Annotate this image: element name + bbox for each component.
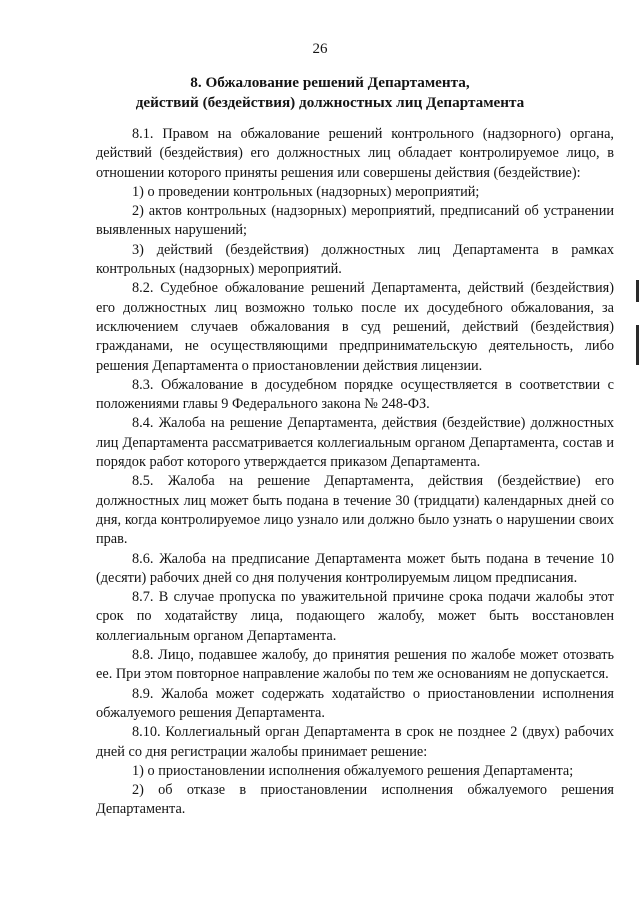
paragraph-8-6: 8.6. Жалоба на предписание Департамента может быть подана в течение 10 (десяти) рабочих дней со дня получения контролируемым лицом предписания. bbox=[96, 550, 614, 586]
paragraph-8-7: 8.7. В случае пропуска по уважительной причине срока подачи жалобы этот срок по ходатайству лица, подающего жалобу, может быть восстановлен коллегиальным органом Департамента. bbox=[96, 589, 614, 644]
list-item-8-10-1: 1) о приостановлении исполнения обжалуемого решения Департамента; bbox=[132, 762, 574, 779]
paragraph-8-1: 8.1. Правом на обжалование решений контрольного (надзорного) органа, действий (бездействия) его должностных лиц обладает контролируемое лицо, в отношении которого приняты решения или совершены действия (бездействие): bbox=[96, 126, 614, 181]
section-heading bbox=[60, 73, 600, 113]
scan-edge-mark bbox=[636, 325, 639, 365]
scan-edge-mark bbox=[636, 280, 639, 302]
section-heading-line-1: 8. Обжалование решений Департамента, bbox=[190, 74, 470, 91]
paragraph-8-10: 8.10. Коллегиальный орган Департамента в срок не позднее 2 (двух) рабочих дней со дня регистрации жалобы принимает решение: bbox=[96, 724, 614, 760]
list-item-8-10-2: 2) об отказе в приостановлении исполнения обжалуемого решения Департамента. bbox=[96, 782, 614, 818]
list-item-8-1-1: 1) о проведении контрольных (надзорных) мероприятий; bbox=[132, 183, 480, 200]
list-item-8-1-2: 2) актов контрольных (надзорных) мероприятий, предписаний об устранении выявленных нарушений; bbox=[96, 203, 614, 239]
paragraph-8-5: 8.5. Жалоба на решение Департамента, действия (бездействие) его должностных лиц может быть подана в течение 30 (тридцати) календарных дней со дня, когда контролируемое лицо узнало или должно было узнать о нарушении своих прав. bbox=[96, 473, 614, 548]
section-heading-line-2: действий (бездействия) должностных лиц Департамента bbox=[135, 94, 525, 111]
paragraph-8-3: 8.3. Обжалование в досудебном порядке осуществляется в соответствии с положениями главы 9 Федерального закона № 248-ФЗ. bbox=[96, 376, 614, 413]
list-item-8-1-3: 3) действий (бездействия) должностных лиц Департамента в рамках контрольных (надзорных) мероприятий. bbox=[96, 241, 614, 278]
page-number: 26 bbox=[312, 41, 328, 57]
paragraph-8-4: 8.4. Жалоба на решение Департамента, действия (бездействие) должностных лиц Департамента рассматривается коллегиальным органом Департамента, состав и порядок работ которого утверждается приказом Департамента. bbox=[96, 415, 614, 471]
paragraph-8-9: 8.9. Жалоба может содержать ходатайство о приостановлении исполнения обжалуемого решения Департамента. bbox=[96, 685, 614, 721]
document-body bbox=[96, 125, 614, 820]
paragraph-8-8: 8.8. Лицо, подавшее жалобу, до принятия решения по жалобе может отозвать ее. При этом повторное направление жалобы по тем же основаниям не допускается. bbox=[96, 647, 614, 683]
paragraph-8-2: 8.2. Судебное обжалование решений Департамента, действий (бездействия) его должностных лиц возможно только после их досудебного обжалования, за исключением случаев обжалования в суд решений, действий (бездействия) гражданами, не осуществляющими предпринимательскую деятельность, либо решения Департамента о приостановлении действия лицензии. bbox=[96, 280, 614, 374]
